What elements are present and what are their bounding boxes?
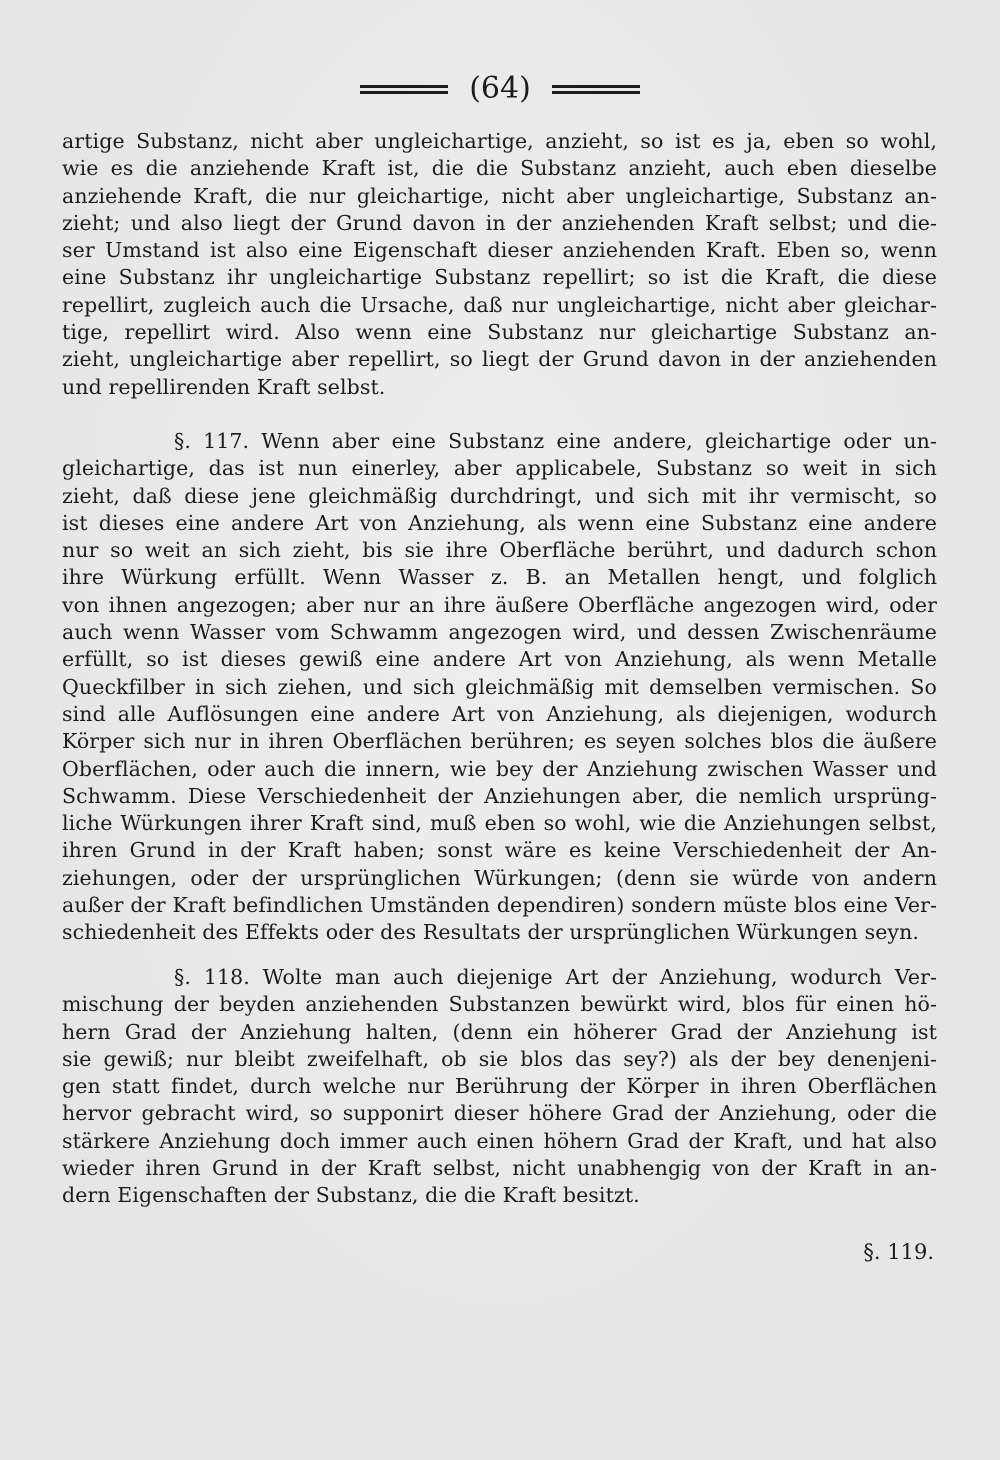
paragraph-118 bbox=[62, 964, 937, 1210]
text-line: sind alle Auflösungen eine andere Art von Anziehung, als diejenigen, wodurch bbox=[62, 701, 937, 726]
text-line: und repellirenden Kraft selbst. bbox=[62, 374, 386, 399]
text-line: tige, repellirt wird. Also wenn eine Substanz nur gleichartige Substanz an- bbox=[62, 320, 937, 345]
text-line: erfüllt, so ist dieses gewiß eine andere Art von Anziehung, als wenn Metalle bbox=[62, 647, 937, 672]
paragraph-117 bbox=[62, 428, 937, 947]
text-line: anziehende Kraft, die nur gleichartige, nicht aber ungleichartige, Substanz an- bbox=[62, 183, 937, 208]
text-line: Queckfilber in sich ziehen, und sich gleichmäßig mit demselben vermischen. So bbox=[62, 674, 937, 699]
text-line: eine Substanz ihr ungleichartige Substanz repellirt; so ist die Kraft, die diese bbox=[62, 265, 937, 290]
section-heading-line: §. 117. Wenn aber eine Substanz eine andere, gleichartige oder un- bbox=[174, 429, 937, 453]
page-header bbox=[0, 68, 1000, 109]
text-line: Oberflächen, oder auch die innern, wie bey der Anziehung zwischen Wasser und bbox=[62, 756, 937, 781]
header-rule-left bbox=[360, 85, 448, 94]
text-line: von ihnen angezogen; aber nur an ihre äußere Oberfläche angezogen wird, oder bbox=[62, 592, 937, 617]
text-line: dern Eigenschaften der Substanz, die die Kraft besitzt. bbox=[62, 1183, 640, 1208]
text-line: gleichartige, das ist nun einerley, aber applicabele, Substanz so weit in sich bbox=[62, 456, 937, 481]
text-line: mischung der beyden anziehenden Substanzen bewürkt wird, blos für einen hö- bbox=[62, 992, 937, 1017]
text-line: gen statt findet, durch welche nur Berührung der Körper in ihren Oberflächen bbox=[62, 1074, 937, 1099]
text-line: nur so weit an sich zieht, bis sie ihre Oberfläche berührt, und dadurch schon bbox=[62, 538, 937, 563]
text-line: Schwamm. Diese Verschiedenheit der Anziehungen aber, die nemlich ursprüng- bbox=[62, 783, 937, 808]
text-line: sie gewiß; nur bleibt zweifelhaft, ob sie blos das sey?) als der bey denenjeni- bbox=[62, 1046, 937, 1071]
text-line: ziehungen, oder der ursprünglichen Würkungen; (denn sie würde von andern bbox=[62, 865, 937, 890]
text-line: hervor gebracht wird, so supponirt dieser höhere Grad der Anziehung, oder die bbox=[62, 1101, 937, 1126]
text-line: artige Substanz, nicht aber ungleichartige, anzieht, so ist es ja, eben so wohl, bbox=[62, 129, 937, 153]
catchword: §. 119. bbox=[863, 1240, 934, 1264]
page-number: (64) bbox=[469, 71, 531, 106]
paragraph-1 bbox=[62, 128, 937, 401]
text-line: schiedenheit des Effekts oder des Resultats der ursprünglichen Würkungen seyn. bbox=[62, 920, 920, 945]
text-line: außer der Kraft befindlichen Umständen dependiren) sondern müste blos eine Ver- bbox=[62, 893, 937, 918]
header-rule-right bbox=[552, 85, 640, 94]
text-line: wie es die anziehende Kraft ist, die die Substanz anzieht, auch eben dieselbe bbox=[62, 156, 937, 181]
text-line: zieht, ungleichartige aber repellirt, so liegt der Grund davon in der anziehenden bbox=[62, 347, 937, 372]
section-heading-line: §. 118. Wolte man auch diejenige Art der Anziehung, wodurch Ver- bbox=[174, 965, 937, 989]
text-line: stärkere Anziehung doch immer auch einen höhern Grad der Kraft, und hat also bbox=[62, 1128, 937, 1153]
text-line: wieder ihren Grund in der Kraft selbst, nicht unabhengig von der Kraft in an- bbox=[62, 1156, 937, 1181]
text-line: hern Grad der Anziehung halten, (denn ein höherer Grad der Anziehung ist bbox=[62, 1019, 937, 1044]
text-line: liche Würkungen ihrer Kraft sind, muß eben so wohl, wie die Anziehungen selbst, bbox=[62, 811, 937, 836]
text-line: auch wenn Wasser vom Schwamm angezogen wird, und dessen Zwischenräume bbox=[62, 620, 937, 645]
text-line: ser Umstand ist also eine Eigenschaft dieser anziehenden Kraft. Eben so, wenn bbox=[62, 238, 937, 263]
text-line: zieht, daß diese jene gleichmäßig durchdringt, und sich mit ihr vermischt, so bbox=[62, 483, 937, 508]
text-line: ihre Würkung erfüllt. Wenn Wasser z. B. an Metallen hengt, und folglich bbox=[62, 565, 937, 590]
text-line: Körper sich nur in ihren Oberflächen berühren; es seyen solches blos die äußere bbox=[62, 729, 937, 754]
text-line: ist dieses eine andere Art von Anziehung, als wenn eine Substanz eine andere bbox=[62, 510, 937, 535]
text-line: repellirt, zugleich auch die Ursache, daß nur ungleichartige, nicht aber gleichar- bbox=[62, 292, 937, 317]
text-line: ihren Grund in der Kraft haben; sonst wäre es keine Verschiedenheit der An- bbox=[62, 838, 937, 863]
text-line: zieht; und also liegt der Grund davon in der anziehenden Kraft selbst; und die- bbox=[62, 210, 937, 235]
